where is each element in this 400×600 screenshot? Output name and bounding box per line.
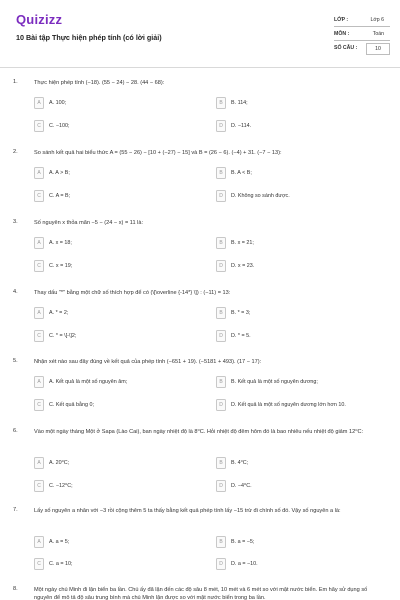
option-text: B. * = 3; (231, 310, 251, 316)
meta-class-underline (334, 26, 390, 27)
option-d[interactable] (216, 399, 366, 411)
meta-subject-label: MÔN : (334, 31, 350, 37)
option-letter-box: A (34, 237, 44, 249)
quizizz-logo: Quizizz (16, 12, 63, 27)
option-text: A. Kết quả là một số nguyên âm; (49, 379, 128, 385)
meta-subject (334, 29, 390, 41)
question-number: 5. (13, 358, 18, 364)
option-d[interactable] (216, 260, 366, 272)
option-a[interactable] (34, 307, 184, 319)
option-letter-box: C (34, 330, 44, 342)
option-letter-box: A (34, 536, 44, 548)
option-letter-box: C (34, 558, 44, 570)
option-letter-box: D (216, 260, 226, 272)
question-text: So sánh kết quả hai biểu thức A = (55 − 26) − [10 + (−27) − 15] và B = (26 − 6). (−4) + 31. (−7 − 13): (34, 150, 282, 156)
option-text: C. −100; (49, 123, 70, 129)
option-letter-box: D (216, 399, 226, 411)
option-a[interactable] (34, 167, 184, 179)
meta-subject-value: Toán (372, 31, 384, 37)
option-a[interactable] (34, 97, 184, 109)
option-letter-box: C (34, 260, 44, 272)
option-letter-box: D (216, 558, 226, 570)
option-text: C. * = \[-\]2; (49, 333, 77, 339)
question-number: 7. (13, 507, 18, 513)
option-letter-box: B (216, 167, 226, 179)
option-text: C. −12⁰C; (49, 483, 73, 489)
question-text: Lấy số nguyên a nhân với −3 rồi cộng thêm 5 ta thấy bằng kết quả phép tính lấy −15 trừ đi chính số đó. Vậy số nguyên a là: (34, 508, 341, 514)
question-text: Nhận xét nào sau đây đúng về kết quả của phép tính (−651 + 19). (−5181 + 493). (17 − 17): (34, 359, 262, 365)
option-letter-box: B (216, 536, 226, 548)
question-text: Thực hiện phép tính (−18). (55 − 24) − 28. (44 − 68): (34, 80, 165, 86)
option-letter-box: A (34, 457, 44, 469)
option-a[interactable] (34, 536, 184, 548)
option-c[interactable] (34, 330, 184, 342)
option-text: B. x = 21; (231, 240, 254, 246)
worksheet-title: 10 Bài tập Thực hiện phép tính (có lời giải) (16, 33, 162, 42)
meta-count-label: SỐ CÂU : (334, 45, 358, 51)
option-letter-box: A (34, 97, 44, 109)
option-a[interactable] (34, 237, 184, 249)
meta-subject-underline (334, 40, 390, 41)
option-text: D. Kết quả là một số nguyên dương lớn hơn 10. (231, 402, 346, 408)
option-text: A. * = 2; (49, 310, 69, 316)
option-b[interactable] (216, 536, 366, 548)
option-text: D. −4⁰C. (231, 483, 252, 489)
option-letter-box: A (34, 376, 44, 388)
option-b[interactable] (216, 457, 366, 469)
option-text: C. A = B; (49, 193, 71, 199)
option-d[interactable] (216, 330, 366, 342)
header-divider (0, 67, 400, 68)
option-text: A. a = 5; (49, 539, 70, 545)
option-d[interactable] (216, 120, 366, 132)
option-text: D. * = 5. (231, 333, 251, 339)
option-a[interactable] (34, 376, 184, 388)
option-letter-box: D (216, 480, 226, 492)
question-number: 6. (13, 428, 18, 434)
option-text: A. 100; (49, 100, 67, 106)
option-text: A. x = 18; (49, 240, 72, 246)
question-number: 8. (13, 586, 18, 592)
option-letter-box: C (34, 399, 44, 411)
question-number: 4. (13, 289, 18, 295)
option-c[interactable] (34, 120, 184, 132)
question-text: Một ngày chú Minh đi lặn biển ba lần. Chú ấy đã lặn đến các độ sâu 8 mét, 10 mét và 6 mét so với mặt nước biển. Em hãy sử dụng số nguyên để mô tả độ sâu trung bình mà chú Minh lặn được so với mặt nước biển trong ba lần. (34, 587, 368, 600)
option-letter-box: C (34, 480, 44, 492)
option-letter-box: C (34, 120, 44, 132)
option-text: B. 4⁰C; (231, 460, 249, 466)
option-b[interactable] (216, 97, 366, 109)
option-c[interactable] (34, 558, 184, 570)
option-c[interactable] (34, 260, 184, 272)
option-letter-box: B (216, 237, 226, 249)
question-text: Vào một ngày tháng Một ở Sapa (Lào Cai), ban ngày nhiệt độ là 8⁰C. Hỏi nhiệt độ đêm hôm đó là bao nhiêu nếu nhiệt độ giảm 12⁰C: (34, 429, 364, 435)
meta-class-value: Lớp 6 (370, 17, 384, 23)
meta-class-label: LỚP : (334, 17, 349, 23)
option-c[interactable] (34, 190, 184, 202)
option-text: D. −114. (231, 123, 252, 129)
option-b[interactable] (216, 376, 366, 388)
option-d[interactable] (216, 558, 366, 570)
option-letter-box: B (216, 376, 226, 388)
option-text: B. A < B; (231, 170, 252, 176)
option-letter-box: C (34, 190, 44, 202)
option-text: A. A > B; (49, 170, 70, 176)
option-letter-box: B (216, 457, 226, 469)
option-text: D. a = −10. (231, 561, 258, 567)
option-text: C. Kết quả bằng 0; (49, 402, 94, 408)
option-text: D. Không so sánh được. (231, 193, 290, 199)
option-text: C. x = 19; (49, 263, 73, 269)
option-text: C. a = 10; (49, 561, 73, 567)
option-text: B. a = −5; (231, 539, 255, 545)
meta-class (334, 15, 390, 27)
question-number: 2. (13, 149, 18, 155)
option-letter-box: A (34, 167, 44, 179)
meta-count (334, 43, 364, 55)
option-c[interactable] (34, 480, 184, 492)
option-letter-box: A (34, 307, 44, 319)
question-text: Số nguyên x thỏa mãn −5 − (24 − x) = 11 là: (34, 220, 144, 226)
option-a[interactable] (34, 457, 184, 469)
option-text: D. x = 23. (231, 263, 255, 269)
option-b[interactable] (216, 167, 366, 179)
option-letter-box: D (216, 120, 226, 132)
option-text: B. 114; (231, 100, 248, 106)
meta-count-value: 10 (366, 43, 390, 55)
option-text: A. 20⁰C; (49, 460, 70, 466)
option-d[interactable] (216, 480, 366, 492)
question-number: 1. (13, 79, 18, 85)
option-letter-box: B (216, 97, 226, 109)
option-b[interactable] (216, 307, 366, 319)
worksheet-header (0, 0, 400, 68)
question-number: 3. (13, 219, 18, 225)
question-8 (0, 586, 400, 600)
option-letter-box: B (216, 307, 226, 319)
option-c[interactable] (34, 399, 184, 411)
option-text: B. Kết quả là một số nguyên dương; (231, 379, 318, 385)
option-letter-box: D (216, 190, 226, 202)
option-d[interactable] (216, 190, 366, 202)
option-b[interactable] (216, 237, 366, 249)
question-text: Thay dấu "*" bằng một chữ số thích hợp để có (\[\overline {-14*} \]) : (−11) = 13: (34, 290, 231, 296)
option-letter-box: D (216, 330, 226, 342)
